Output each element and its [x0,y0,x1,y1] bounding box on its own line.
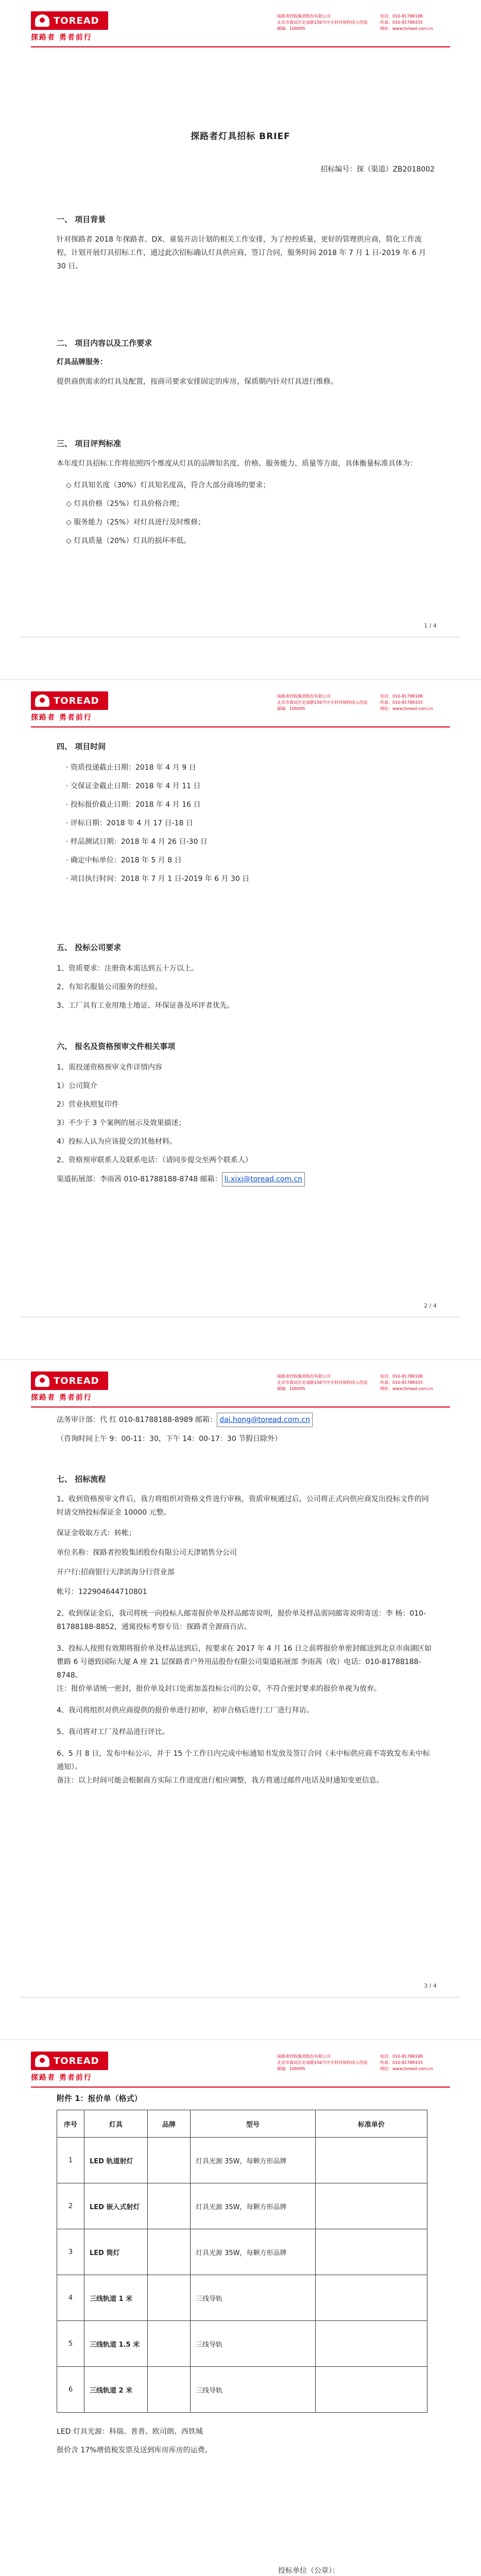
toread-logo: TOREAD 探路者 勇者前行 [31,11,118,41]
table-row: 2 LED 嵌入式射灯 灯具光源 35W，每颗方形品牌 [57,2183,427,2229]
quote-attachment [57,2093,433,2457]
section-registration: 六、 报名及资格预审文件相关事项 1、需投递资格预审文件详情内容 1）公司简介 2）营业执照复印件 3）不少于 3 个案例的展示及效果描述； 4）投标人认为应该提交的其他材料。 2、资格预审联系人及联系电话：（请同步提交至两个联系人） 渠道拓展部：李雨茜 010-81788188-8748 邮箱： li.xixi@toread.com.cn [57,1041,433,1192]
timeline-item: · 确定中标单位：2018 年 5 月 8 日 [66,856,182,865]
toread-logo: TOREAD 探路者 勇者前行 [31,691,118,721]
letterhead-info: 探路者控股集团股份有限公司 北京市海淀区北清路156号中关村环保科技示范园 邮编：100095 电话：010-81788188 传真：010-81788333 网址：www.toread.com.cn [277,694,434,711]
toread-logo: TOREAD 探路者 勇者前行 [31,1371,118,1401]
timeline-item: · 资质投递截止日期：2018 年 4 月 9 日 [66,764,196,772]
letterhead-info: 探路者控股集团股份有限公司 北京市海淀区北清路156号中关村环保科技示范园 邮编：100095 电话：010-81788188 传真：010-81788333 网址：www.toread.com.cn [277,14,434,31]
page-number: 3 / 4 [424,1982,437,1989]
section-process: 七、 招标流程 1、收到资格预审文件后，我方将组织对资格文件进行审核，资质审核通过后，公司将正式向供应商发出投标文件的同时请交纳投标保证金 10000 元整。 保证金收取方式：转帐； 单位名称：探路者控股集团股份有限公司天津销售分公司 开户行:招商银行天津滨海分行营业部 帐号：122904644710801 2、收到保证金后，我司将统一向投标人邮寄报价单及样品邮寄说明，报价单及样品需同邮寄说明寄送：李 杨：010-81788188-8852，通寓投标考察专员：探路者全源商百店。 3、投标人按照有效期将报价单及样品送到后，按要求在 2017 年 4 月 16 日之前将报价单密封邮送到北京市南湖区如瞿路 6 号德致国际大厦 A 座 21 层探路者户外用品股份有限公司渠道拓展部 李雨茜（收）电话：010-81788188-8748。 注：报价单请统一密封，报价单及封口处需加盖投标公司的公章，不符合密封要求的报价单视为放弃。 4、我司将组织对供应商提供的报价单进行初审，初审合格后进行工厂进行拜访。 5、我司将对工厂及样品进行评比。 6、5 月 8 日，发布中标公示，并于 15 个工作日内完成中标通知书发放及签订合同（未中标供应商不寄致发布未中标通知）。 备注：以上时间可能会根据商方实际工作进度进行相应调整，我方将通过邮件/电话及时通知变更信息。 [57,1475,432,1785]
toread-emblem-icon [35,1375,49,1387]
letterhead-divider [31,1406,450,1408]
timeline-item: · 样品测试日期：2018 年 4 月 26 日-30 日 [66,838,208,846]
letterhead [31,11,450,44]
quote-table [57,2110,427,2413]
letterhead-divider [31,2087,450,2088]
table-row: 3 LED 筒灯 灯具光源 35W，每颗方形品牌 [57,2229,427,2275]
audit-contact: 法务审计部：代 红 010-81788188-8989 邮箱： dai.hong@toread.com.cn （咨询时间上午 9：00-11：30，下午 14：00-17：30 节假日除外） [57,1413,433,1451]
document-page-2 [0,680,481,1359]
timeline-item: · 投标报价截止日期：2018 年 4 月 16 日 [66,801,201,809]
document-page-1 [0,0,481,679]
toread-emblem-icon [35,2055,49,2067]
criteria-item: ◇ 灯具价格（25%）灯具价格合理； [66,500,184,508]
toread-emblem-icon [35,14,49,27]
table-row: 6 三线轨道 2 米 三线导轨 [57,2367,427,2413]
section-timeline: 四、 项目时间 · 资质投递截止日期：2018 年 4 月 9 日 · 交保证金截止日期：2018 年 4 月 11 日 · 投标报价截止日期：2018 年 4 月 16 日 · 评标日期：2018 年 4 月 17 日-18 日 · 样品测试日期：2018 年 4 月 26 日-30 日 · 确定中标单位：2018 年 5 月 8 日 · 项目执行时间：2018 年 7 月 1 日-2019 年 6 月 30 日 [57,741,433,891]
criteria-item: ◇ 服务能力（25%）对灯具进行及时维修； [66,518,205,527]
table-title: 附件 1：报价单（格式） [57,2094,142,2103]
section-content: 二、 项目内容以及工作要求 灯具品牌服务： 提供商供需求的灯具及配置，按商司要求安排固定的库房，保质期内针对灯具进行维修。 [57,338,338,386]
letterhead [31,2052,450,2084]
audit-email-link[interactable]: dai.hong@toread.com.cn [217,1413,313,1427]
section-background: 一、 项目背景 针对探路者 2018 年探路者、DX、童装开店计划的相关工作安排，为了控控质量，更好的管理供应商，简化工作流程，计划开展灯具招标工作，通过此次招标确认灯具供应商，签订合同，服务时间 2018 年 7 月 1 日-2019 年 6 月 30 日。 [57,215,426,270]
document-page-4 [0,2040,481,2576]
letterhead-info: 探路者控股集团股份有限公司 北京市海淀区北清路156号中关村环保科技示范园 邮编：100095 电话：010-81788188 传真：010-81788333 网址：www.toread.com.cn [277,1374,434,1391]
letterhead-info: 探路者控股集团股份有限公司 北京市海淀区北清路156号中关村环保科技示范园 邮编：100095 电话：010-81788188 传真：010-81788333 网址：www.toread.com.cn [277,2054,434,2071]
document-title: 探路者灯具招标 BRIEF [191,131,290,142]
light-source-note: LED 灯具光源：科瑞、普普、欧司朗、西铁城 [57,2428,203,2436]
letterhead [31,691,450,724]
table-row: 1 LED 轨道射灯 灯具光源 35W，每颗方形品牌 [57,2138,427,2183]
criteria-item: ◇ 灯具知名度（30%）灯具知名度高，符合大部分商场的要求； [66,481,270,489]
letterhead-divider [31,46,450,47]
tender-number: 招标编号：探（渠道）ZB2018002 [320,165,435,174]
table-header-row: 序号 灯具 品牌 型号 标准单价 [57,2110,427,2138]
toread-logo: TOREAD 探路者 勇者前行 [31,2052,118,2081]
document-page-3 [0,1360,481,2039]
timeline-item: · 交保证金截止日期：2018 年 4 月 11 日 [66,782,201,790]
table-row: 5 三线轨道 1.5 米 三线导轨 [57,2321,427,2367]
section-bidder-requirements: 五、 投标公司要求 1、资质要求：注册资本需达到五十万以上。 2、有知名服装公司服务的经验。 3、工厂具有工业用地土地证、环保证备及环评者优先。 [57,943,234,1010]
timeline-item: · 评标日期：2018 年 4 月 17 日-18 日 [66,819,193,827]
timeline-item: · 项目执行时间：2018 年 7 月 1 日-2019 年 6 月 30 日 [66,875,250,883]
letterhead-divider [31,726,450,727]
page-number: 1 / 4 [424,622,437,629]
letterhead [31,1371,450,1404]
page-number: 2 / 4 [424,1302,437,1309]
section-criteria: 三、 项目评判标准 本年度灯具招标工作将依照四个维度从灯具的品牌知名度、价格、服务能力、质量等方面，具体衡量标准具体为： ◇ 灯具知名度（30%）灯具知名度高，符合大部分商场的要求； ◇ 灯具价格（25%）灯具价格合理； ◇ 服务能力（25%）对灯具进行及时维修； ◇ 灯具质量（20%）灯具的损坏率低。 [57,438,433,553]
price-note: 报价含 17%增值税发票及送到库房库房的运费。 [57,2446,212,2454]
contact-line: 渠道拓展部：李雨茜 010-81788188-8748 邮箱： li.xixi@toread.com.cn [57,1172,433,1187]
contact-email-link[interactable]: li.xixi@toread.com.cn [222,1172,305,1187]
table-row: 4 三线轨道 1 米 三线导轨 [57,2275,427,2321]
toread-emblem-icon [35,694,49,707]
signature-block: 投标单位（公章）： [278,2567,339,2575]
criteria-item: ◇ 灯具质量（20%）灯具的损坏率低。 [66,537,191,545]
